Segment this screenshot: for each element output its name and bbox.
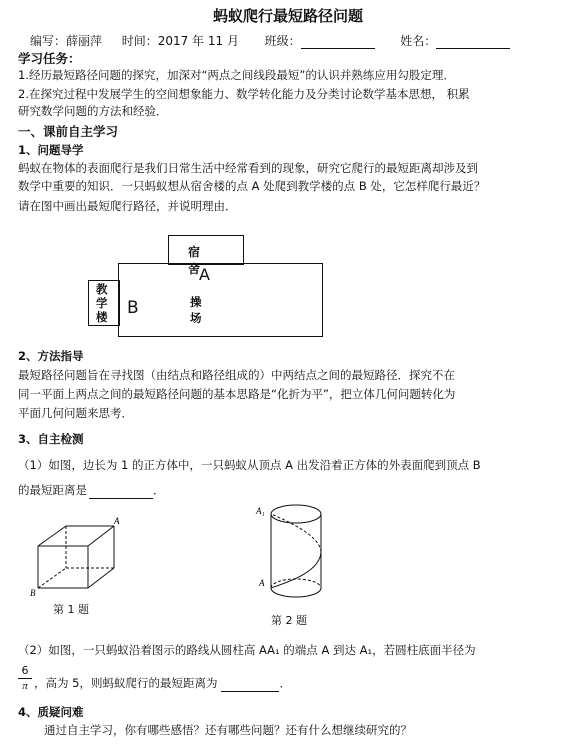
name-label: 姓名： [400, 34, 437, 48]
section-1-heading: 一、课前自主学习 [18, 124, 119, 139]
cube-vertex-a: A [114, 516, 120, 526]
teach-label-2: 学 [96, 296, 108, 310]
answer-2-blank[interactable] [221, 678, 279, 692]
question-2-line-2 [34, 675, 291, 692]
method-line-3: 平面几何问题来思考． [18, 406, 133, 420]
page-title: 蚂蚁爬行最短路径问题 [212, 7, 363, 25]
problem-para-line-3: 请在图中画出最短爬行路径，并说明理由． [18, 199, 237, 213]
cylinder-bottom-front [271, 588, 321, 597]
question-1-line-1: （1）如图，边长为 1 的正方体中，一只蚂蚁从顶点 A 出发沿着正方体的外表面爬到顶点 B [18, 458, 481, 472]
class-label: 班级： [264, 34, 301, 48]
tasks-heading: 学习任务： [18, 51, 81, 66]
task-item-1: 1.经历最短路径问题的探究，加深对“两点之间线段最短”的认识并熟练应用勾股定理． [18, 68, 455, 82]
point-b-label: B [127, 298, 139, 318]
cube-edge [38, 526, 66, 546]
problem-para-line-1: 蚂蚁在物体的表面爬行是我们日常生活中经常看到的现象，研究它爬行的最短距离却涉及到 [18, 161, 478, 175]
reflection-line: 通过自主学习，你有哪些感悟？还有哪些问题？还有什么想继续研究的？ [44, 723, 412, 737]
author-name: 薛丽萍 [66, 34, 103, 48]
teach-label-1: 教 [96, 282, 108, 296]
teach-label-3: 楼 [96, 310, 108, 324]
point-a-label: A [199, 265, 210, 284]
cube-edge [88, 568, 114, 588]
meta-line [30, 32, 510, 49]
name-blank[interactable] [436, 35, 510, 49]
figure-2-caption: 第 2 题 [271, 614, 307, 627]
ant-path-back [271, 514, 321, 552]
class-blank[interactable] [301, 35, 375, 49]
cylinder-point-a: A [259, 578, 265, 588]
radius-fraction [18, 664, 32, 693]
section-1-sub-heading: 1、问题导学 [18, 143, 84, 157]
author-label: 编写： [30, 34, 67, 48]
ant-path-front [271, 552, 321, 588]
question-1-end: ． [153, 483, 165, 497]
question-2-text: ，高为 5，则蚂蚁爬行的最短距离为 [34, 676, 218, 690]
method-line-2: 同一平面上两点之间的最短路径问题的基本思路是“化折为平”，把立体几何问题转化为 [18, 387, 456, 401]
playground-area [118, 263, 323, 337]
playground-label: 操场 [190, 295, 202, 325]
cylinder-top [271, 505, 321, 523]
task-item-2-line-1: 2.在探究过程中发展学生的空间想象能力、数学转化能力及分类讨论数学基本思想， 积累 [18, 87, 470, 101]
cube-edge [88, 526, 114, 546]
section-3-heading: 3、自主检测 [18, 432, 84, 446]
cylinder-point-a1: A₁ [256, 506, 265, 516]
time-value: 2017 年 11 月 [157, 34, 239, 48]
task-item-2-line-2: 研究数学问题的方法和经验． [18, 104, 168, 118]
cube-vertex-b: B [30, 588, 36, 598]
method-line-1: 最短路径问题旨在寻找图（由结点和路径组成的）中两结点之间的最短路径．探究不在 [18, 368, 455, 382]
cylinder-figure [250, 500, 340, 612]
question-2-line-1: （2）如图，一只蚂蚁沿着图示的路线从圆柱高 AA₁ 的端点 A 到达 A₁，若圆柱底面半径为 [18, 643, 476, 657]
dorm-building [168, 235, 244, 265]
problem-para-line-2: 数学中重要的知识．一只蚂蚁想从宿舍楼的点 A 处爬到教学楼的点 B 处，它怎样爬行最近？ [18, 179, 486, 193]
section-4-heading: 4、质疑问难 [18, 705, 84, 719]
answer-1-blank[interactable] [89, 485, 153, 499]
cube-figure [28, 516, 128, 606]
section-2-heading: 2、方法指导 [18, 349, 84, 363]
fraction-denominator: π [22, 680, 28, 692]
cube-hidden-edge [38, 568, 66, 588]
question-1-text: 的最短距离是 [18, 483, 87, 497]
dorm-label: 宿舍 [188, 245, 201, 276]
question-2-end: ． [279, 676, 291, 690]
question-1-line-2 [18, 482, 165, 499]
cylinder-bottom-back [271, 579, 321, 588]
fraction-numerator: 6 [21, 664, 29, 677]
time-label: 时间： [121, 34, 158, 48]
figure-1-caption: 第 1 题 [53, 603, 89, 616]
